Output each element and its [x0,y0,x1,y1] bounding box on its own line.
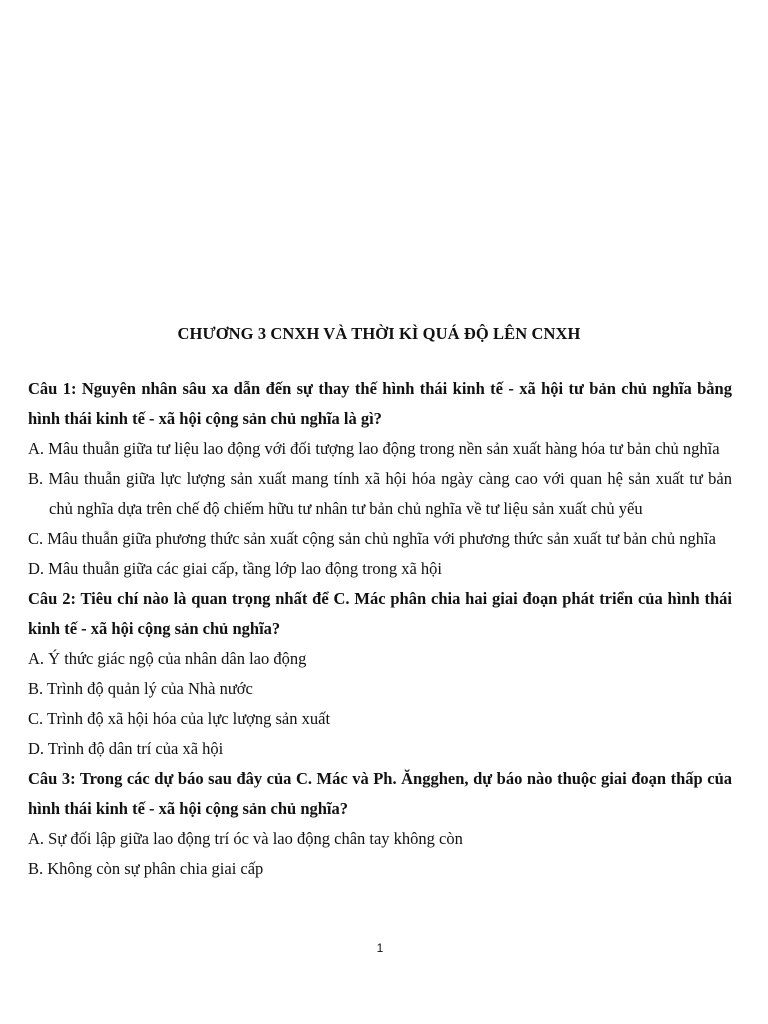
question-1-option-b: B. Mâu thuẫn giữa lực lượng sản xuất mang tính xã hội hóa ngày càng cao với quan hệ sản xuất tư bản chủ nghĩa dựa trên chế độ chiếm hữu tư nhân tư bản chủ nghĩa về tư liệu sản xuất chủ yếu [28,469,732,518]
question-1-option-a: A. Mâu thuẫn giữa tư liệu lao động với đối tượng lao động trong nền sản xuất hàng hóa tư bản chủ nghĩa [28,439,720,458]
question-list [28,374,732,884]
question-2-option-c: C. Trình độ xã hội hóa của lực lượng sản xuất [28,709,331,728]
question-2-option-b: B. Trình độ quản lý của Nhà nước [28,679,253,698]
question-2-option-d: D. Trình độ dân trí của xã hội [28,739,224,758]
question-2-text: Câu 2: Tiêu chí nào là quan trọng nhất để C. Mác phân chia hai giai đoạn phát triển của hình thái kinh tế - xã hội cộng sản chủ nghĩa? [28,589,732,638]
question-1-text: Câu 1: Nguyên nhân sâu xa dẫn đến sự thay thế hình thái kinh tế - xã hội tư bản chủ nghĩa bằng hình thái kinh tế - xã hội cộng sản chủ nghĩa là gì? [28,379,732,428]
question-2-option-a: A. Ý thức giác ngộ của nhân dân lao động [28,649,307,668]
question-3-option-b: B. Không còn sự phân chia giai cấp [28,859,264,878]
chapter-title: CHƯƠNG 3 CNXH VÀ THỜI KÌ QUÁ ĐỘ LÊN CNXH [177,324,581,343]
question-1-option-c: C. Mâu thuẫn giữa phương thức sản xuất cộng sản chủ nghĩa với phương thức sản xuất tư bản chủ nghĩa [28,529,716,548]
question-block-2 [28,584,732,764]
question-3-option-a: A. Sự đối lập giữa lao động trí óc và lao động chân tay không còn [28,829,463,848]
question-1-option-d: D. Mâu thuẫn giữa các giai cấp, tầng lớp lao động trong xã hội [28,559,443,578]
question-3-text: Câu 3: Trong các dự báo sau đây của C. Mác và Ph. Ăngghen, dự báo nào thuộc giai đoạn thấp của hình thái kinh tế - xã hội cộng sản chủ nghĩa? [28,769,732,818]
question-block-3 [28,764,732,884]
page-number: 1 [376,941,384,955]
question-block-1 [28,374,732,584]
